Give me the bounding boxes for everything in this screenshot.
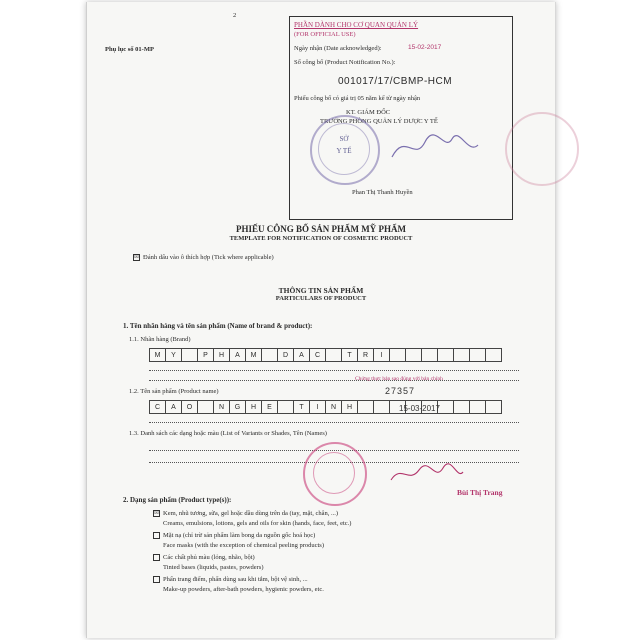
letter-cell: A (229, 348, 246, 362)
official-signer-name: Phan Thị Thanh Huyền (352, 189, 413, 196)
date-ack-value: 15-02-2017 (408, 44, 442, 51)
official-box-subtitle: (FOR OFFICIAL USE) (294, 31, 356, 38)
official-seal-icon (310, 115, 380, 185)
notification-no-value: 001017/17/CBMP-HCM (338, 76, 453, 87)
copy-stamp-date: 15-03-2017 (399, 404, 440, 413)
product-type-checkbox[interactable]: ☒ (154, 511, 159, 517)
letter-cell: N (213, 400, 230, 414)
product-type-vi: Phấn trang điểm, phấn dùng sau khi tắm, bột vệ sinh, ... (163, 576, 308, 583)
letter-cell (453, 348, 470, 362)
copy-stamp-title: Chứng thực bản sao đúng với bản chính (355, 376, 443, 382)
divider (149, 370, 519, 371)
tick-note-checkbox: ☒ (134, 255, 139, 261)
product-type-item-0 (153, 510, 338, 517)
product-type-checkbox[interactable] (153, 554, 160, 561)
date-ack-label: Ngày nhận (Date acknowledged): (294, 45, 382, 52)
product-type-en: Face masks (with the exception of chemical peeling products) (163, 542, 325, 549)
product-type-checkbox[interactable] (153, 532, 160, 539)
product-type-item-3 (153, 576, 308, 583)
tick-note (133, 254, 274, 261)
letter-cell: M (149, 348, 166, 362)
letter-cell (421, 348, 438, 362)
letter-cell: Y (165, 348, 182, 362)
letter-cell: O (181, 400, 198, 414)
letter-cell (469, 348, 486, 362)
ward-seal-icon (303, 442, 367, 506)
letter-cell: A (293, 348, 310, 362)
particulars-heading-vi: THÔNG TIN SẢN PHẨM (278, 286, 364, 295)
letter-cell: G (229, 400, 246, 414)
annex-label: Phụ lục số 01-MP (105, 46, 154, 53)
letter-cell: C (309, 348, 326, 362)
letter-cell: T (341, 348, 358, 362)
signer-name: Bùi Thị Trang (457, 488, 503, 497)
letter-cell: H (213, 348, 230, 362)
product-type-checkbox[interactable] (153, 576, 160, 583)
form-title-en: TEMPLATE FOR NOTIFICATION OF COSMETIC PRODUCT (229, 235, 413, 242)
notification-no-label: Số công bố (Product Notification No.): (294, 59, 396, 66)
section1-title: 1. Tên nhãn hàng và tên sản phẩm (Name of brand & product): (123, 322, 313, 330)
tick-note-text: Đánh dấu vào ô thích hợp (Tick where applicable) (143, 254, 274, 261)
product-type-vi: Mặt nạ (chỉ trừ sản phẩm làm bong da nguồn gốc hoá học) (163, 532, 316, 539)
copy-certification-stamp (355, 376, 505, 422)
brand-label: 1.1. Nhãn hàng (Brand) (129, 336, 191, 343)
letter-cell: P (197, 348, 214, 362)
letter-cell: I (309, 400, 326, 414)
official-use-box (289, 16, 513, 220)
seal-text-1: SỞ (339, 135, 349, 143)
validity-note: Phiếu công bố có giá trị 05 năm kể từ ngày nhận (294, 95, 421, 102)
letter-cell: I (373, 348, 390, 362)
divider (149, 422, 519, 423)
product-type-vi: Các chất phủ màu (lỏng, nhão, bột) (163, 554, 255, 561)
section2-title: 2. Dạng sản phẩm (Product type(s)): (123, 496, 232, 504)
product-type-item-2 (153, 554, 255, 561)
letter-cell (389, 348, 406, 362)
brand-name-cells (149, 348, 501, 362)
letter-cell (437, 348, 454, 362)
official-box-title: PHẦN DÀNH CHO CƠ QUAN QUẢN LÝ (294, 21, 419, 29)
letter-cell (485, 348, 502, 362)
product-label: 1.2. Tên sản phẩm (Product name) (129, 388, 219, 395)
particulars-heading-en: PARTICULARS OF PRODUCT (275, 295, 367, 302)
product-type-en: Make-up powders, after-bath powders, hygienic powders, etc. (163, 586, 324, 593)
letter-cell (325, 348, 342, 362)
letter-cell: N (325, 400, 342, 414)
variants-label: 1.3. Danh sách các dạng hoặc màu (List of Variants or Shades, Tên (Names) (129, 430, 327, 437)
letter-cell: A (165, 400, 182, 414)
signature-icon (387, 460, 467, 488)
product-type-item-1 (153, 532, 315, 539)
director-line2: TRƯỞNG PHÒNG QUẢN LÝ DƯỢC Y TẾ (320, 118, 438, 125)
form-title-vi: PHIẾU CÔNG BỐ SẢN PHẨM MỸ PHẨM (236, 224, 406, 234)
letter-cell: H (245, 400, 262, 414)
director-line1: KT. GIÁM ĐỐC (346, 109, 391, 116)
edge-seal-icon (505, 112, 579, 186)
product-type-en: Tinted bases (liquids, pastes, powders) (163, 564, 264, 571)
letter-cell: T (293, 400, 310, 414)
product-type-en: Creams, emulsions, lotions, gels and oils for skin (hands, face, feet, etc.) (163, 520, 352, 527)
letter-cell: D (277, 348, 294, 362)
official-signature-icon (390, 127, 480, 167)
letter-cell (277, 400, 294, 414)
product-type-vi: Kem, nhũ tương, sữa, gel hoặc dầu dùng trên da (tay, mặt, chân, ...) (163, 510, 339, 517)
letter-cell: H (341, 400, 358, 414)
letter-cell (197, 400, 214, 414)
seal-text-2: Y TẾ (336, 147, 352, 155)
document-page (86, 2, 556, 638)
letter-cell: R (357, 348, 374, 362)
letter-cell (405, 348, 422, 362)
letter-cell (261, 348, 278, 362)
letter-cell: M (245, 348, 262, 362)
letter-cell: E (261, 400, 278, 414)
corner-mark: 2 (233, 12, 237, 19)
copy-stamp-number: 27357 (385, 386, 416, 396)
letter-cell: C (149, 400, 166, 414)
letter-cell (181, 348, 198, 362)
